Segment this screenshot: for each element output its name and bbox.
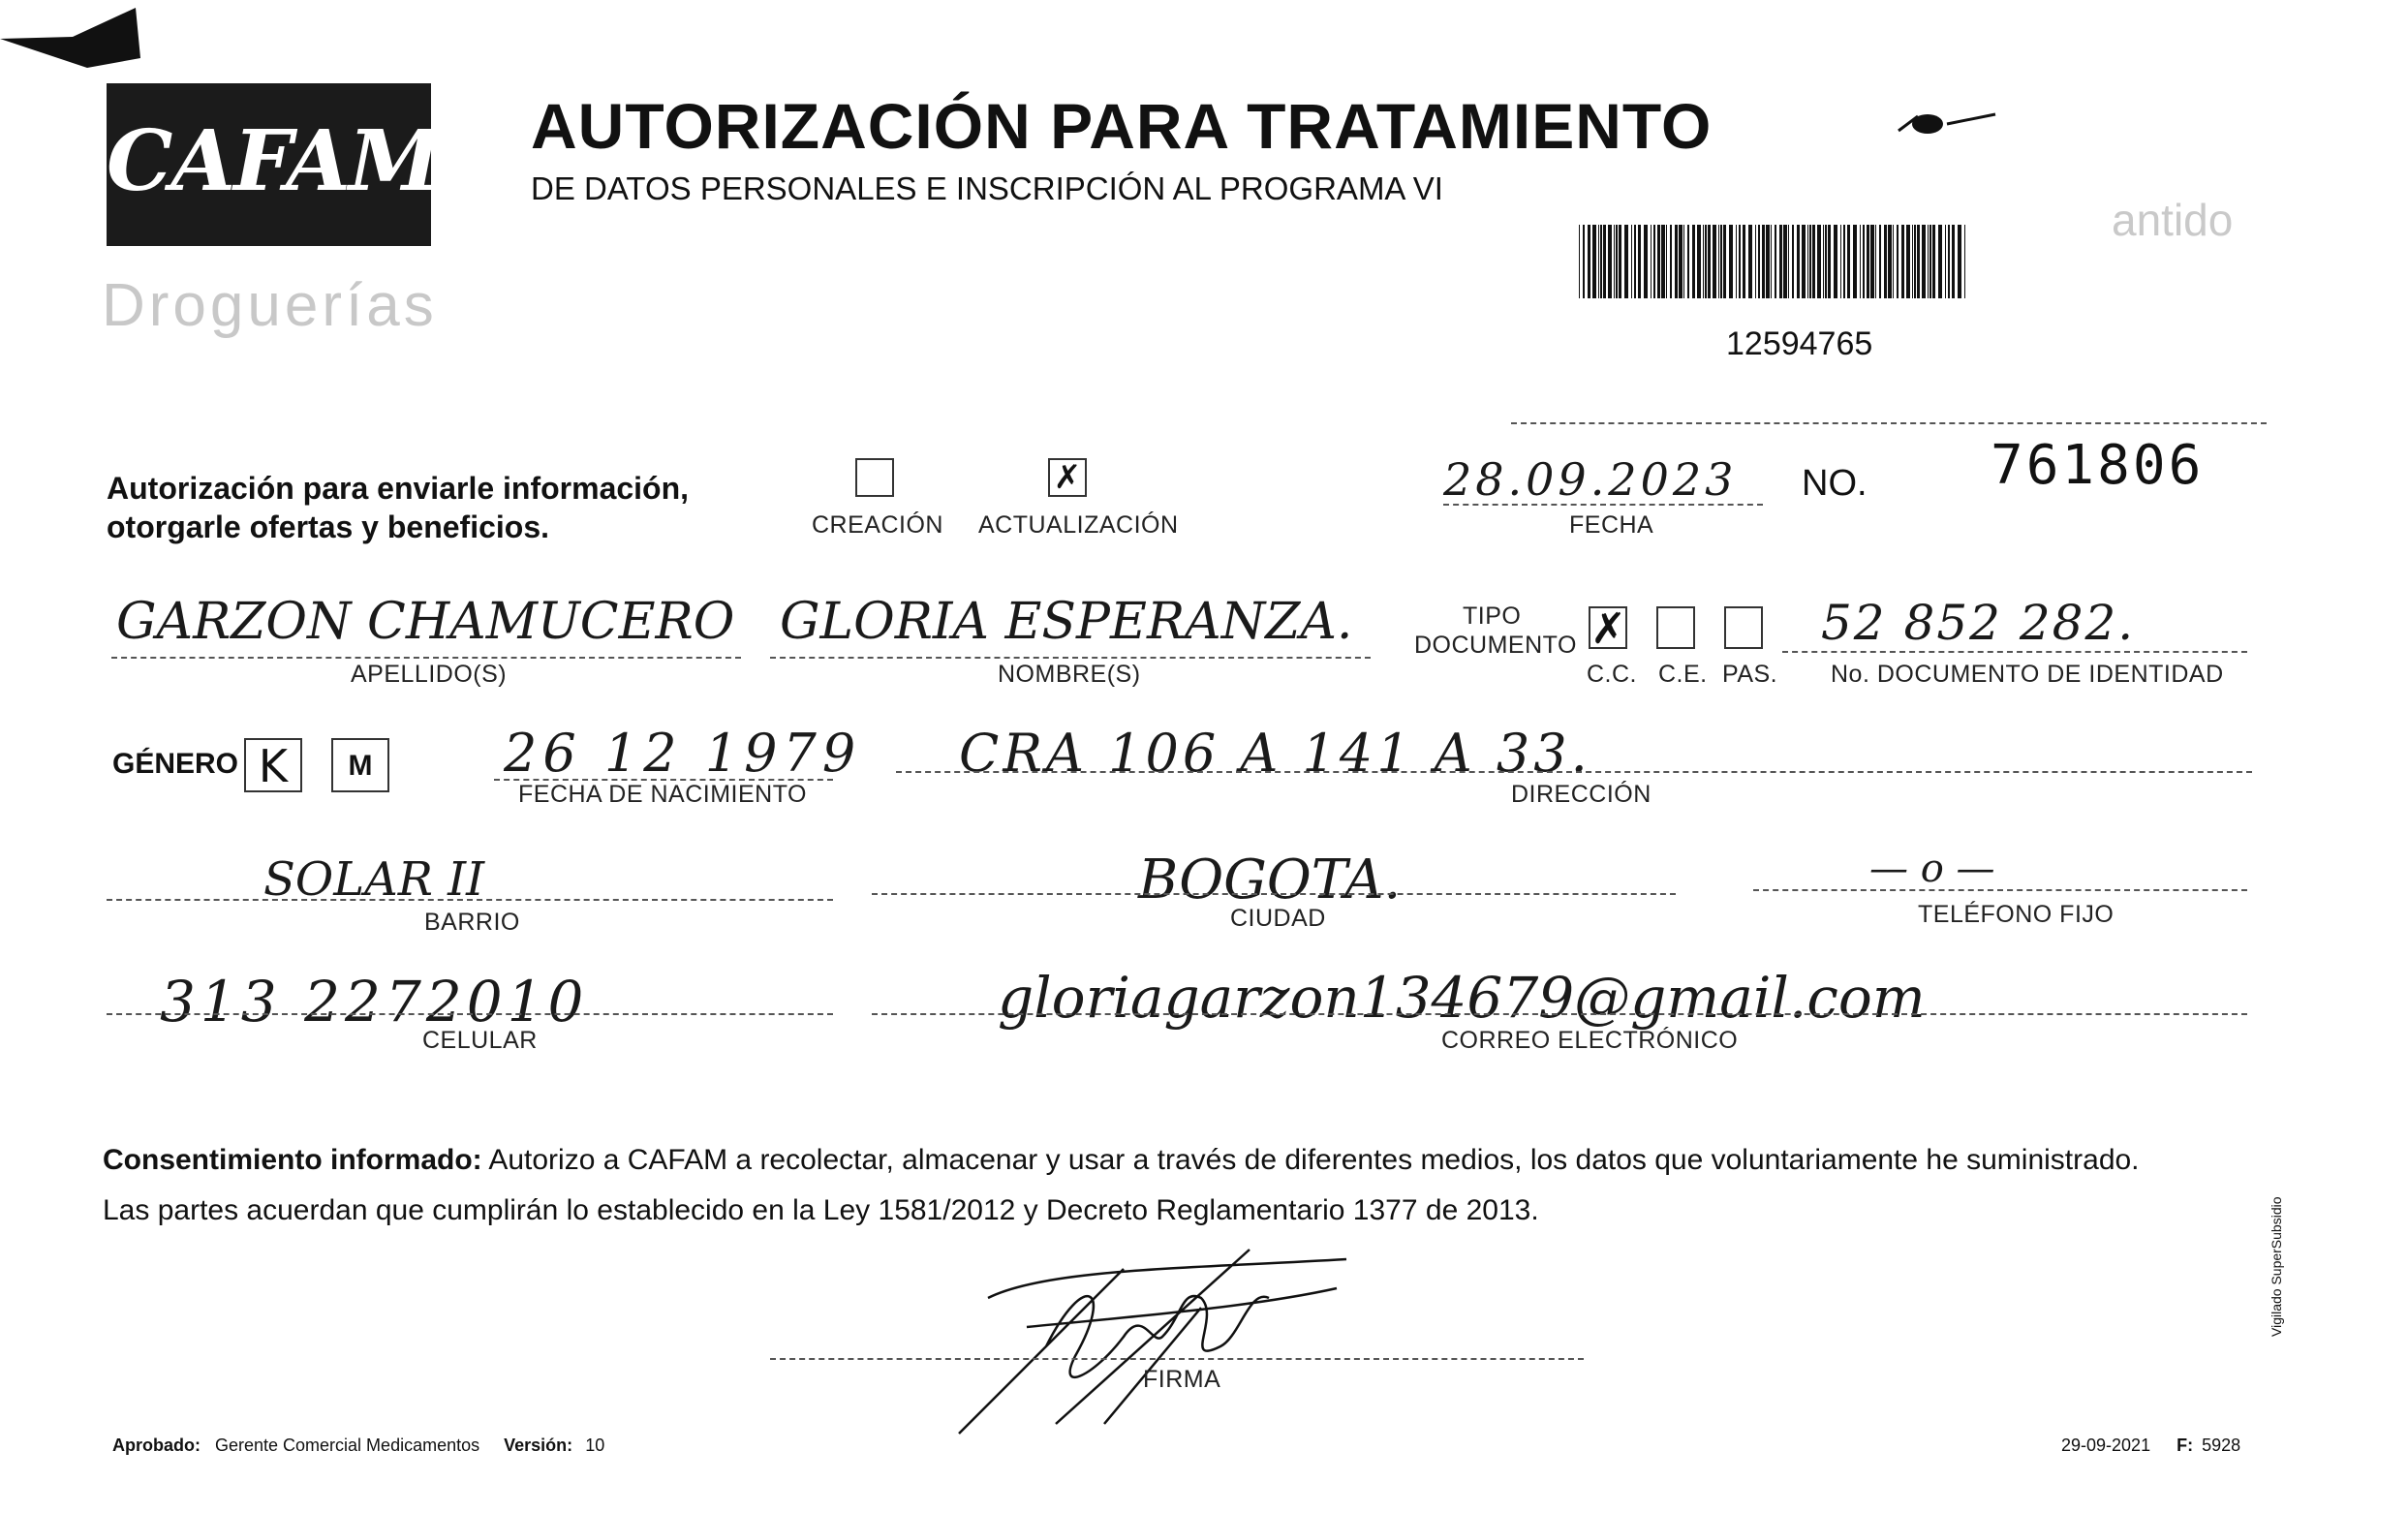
- barcode-bar: [1884, 225, 1887, 298]
- barcode-bar: [1692, 225, 1695, 298]
- intro-text: [107, 469, 689, 546]
- barcode-bar: [1657, 225, 1660, 298]
- barcode-number: 12594765: [1726, 325, 1873, 362]
- actualizacion-label: ACTUALIZACIÓN: [978, 511, 1179, 539]
- intro-line-1: Autorización para enviarle información,: [107, 471, 690, 506]
- cc-checkbox[interactable]: ✗: [1590, 604, 1626, 654]
- barcode-bar: [1598, 225, 1599, 298]
- fecha-label: FECHA: [1569, 511, 1654, 539]
- separator-line: [1511, 422, 2267, 424]
- barcode-bar: [1592, 225, 1596, 298]
- barcode-bar: [1634, 225, 1636, 298]
- barcode-bar: [1948, 225, 1950, 298]
- firma-line: [770, 1358, 1584, 1360]
- nombres-value[interactable]: GLORIA ESPERANZA.: [780, 593, 1353, 651]
- f-value: 5928: [2202, 1436, 2241, 1455]
- barcode-bar: [1583, 225, 1585, 298]
- barcode-bar: [1683, 225, 1684, 298]
- direccion-label: DIRECCIÓN: [1511, 781, 1652, 808]
- barcode-bar: [1867, 225, 1869, 298]
- barcode-bar: [1638, 225, 1641, 298]
- barcode-bar: [1945, 225, 1946, 298]
- barcode-bar: [1670, 225, 1672, 298]
- barcode-bar: [1661, 225, 1665, 298]
- barcode-bar: [1807, 225, 1808, 298]
- nombres-label: NOMBRE(S): [998, 661, 1141, 688]
- tipo-doc-label-1: TIPO: [1463, 602, 1522, 630]
- numero-value: 761806: [1991, 434, 2205, 497]
- barcode-bar: [1809, 225, 1811, 298]
- celular-line: [107, 1013, 833, 1015]
- telefono-fijo-line: [1753, 889, 2247, 891]
- barcode-bar: [1834, 225, 1837, 298]
- creacion-checkbox[interactable]: [855, 458, 894, 497]
- barcode-bar: [1705, 225, 1707, 298]
- correo-label: CORREO ELECTRÓNICO: [1441, 1027, 1739, 1054]
- aprobado-value: Gerente Comercial Medicamentos: [215, 1436, 480, 1455]
- cafam-logo: [107, 83, 440, 246]
- barcode-bar: [1823, 225, 1824, 298]
- numero-label: NO.: [1802, 463, 1868, 504]
- barcode-bar: [1828, 225, 1831, 298]
- side-vertical-text: Vigilado SuperSubsidio: [2269, 1196, 2284, 1337]
- barcode-bar: [1653, 225, 1655, 298]
- actualizacion-checkbox[interactable]: ✗: [1048, 458, 1087, 497]
- direccion-line: [896, 771, 2252, 773]
- footer-right: [2061, 1436, 2240, 1456]
- barcode-bar: [1906, 225, 1910, 298]
- barcode-bar: [1802, 225, 1806, 298]
- barcode-bar: [1608, 225, 1612, 298]
- pas-checkbox[interactable]: [1724, 606, 1763, 649]
- barcode-bar: [1616, 225, 1618, 298]
- signature: [930, 1230, 1375, 1443]
- barcode-bar: [1938, 225, 1942, 298]
- barcode-bar: [1812, 225, 1815, 298]
- creacion-label: CREACIÓN: [812, 511, 943, 539]
- consent-text-2: Las partes acuerdan que cumplirán lo establecido en la Ley 1581/2012 y Decreto Reglamentario 1377 de 2013.: [103, 1194, 1539, 1226]
- barcode-bar: [1736, 225, 1737, 298]
- barcode-bar: [1631, 225, 1632, 298]
- ciudad-value[interactable]: BOGOTA.: [1138, 849, 1402, 911]
- barcode-bar: [1697, 225, 1701, 298]
- nombres-line: [770, 657, 1371, 659]
- ciudad-line: [872, 893, 1676, 895]
- version-label: Versión:: [504, 1436, 573, 1455]
- f-label: F:: [2176, 1436, 2194, 1455]
- barcode-bar: [1914, 225, 1916, 298]
- barcode-bar: [1775, 225, 1776, 298]
- barcode-bar: [1729, 225, 1733, 298]
- barcode-bar: [1739, 225, 1741, 298]
- firma-label: FIRMA: [1143, 1366, 1221, 1393]
- aprobado-label: Aprobado:: [112, 1436, 201, 1455]
- barcode-bar: [1644, 225, 1648, 298]
- consent-heading: Consentimiento informado:: [103, 1144, 482, 1176]
- barcode-bar: [1720, 225, 1722, 298]
- cc-label: C.C.: [1587, 661, 1637, 688]
- barcode-bar: [1875, 225, 1876, 298]
- barrio-value[interactable]: SOLAR II: [263, 852, 485, 907]
- barcode-bar: [1600, 225, 1602, 298]
- barcode-bar: [1788, 225, 1789, 298]
- corner-text: antido: [2112, 195, 2234, 245]
- scan-mark: [1889, 97, 2005, 145]
- ce-label: C.E.: [1658, 661, 1708, 688]
- celular-label: CELULAR: [422, 1027, 538, 1054]
- barrio-line: [107, 899, 833, 901]
- barcode-bar: [1958, 225, 1961, 298]
- pas-label: PAS.: [1722, 661, 1778, 688]
- correo-line: [872, 1013, 2247, 1015]
- fecha-nacimiento-label: FECHA DE NACIMIENTO: [518, 781, 807, 808]
- barcode-bar: [1619, 225, 1621, 298]
- celular-value[interactable]: 313 2272010: [160, 969, 589, 1034]
- barcode-bar: [1758, 225, 1760, 298]
- barcode-bar: [1901, 225, 1904, 298]
- documento-label: No. DOCUMENTO DE IDENTIDAD: [1831, 661, 2224, 688]
- footer-left: [112, 1436, 604, 1456]
- consent-text-1: Autorizo a CAFAM a recolectar, almacenar y usar a través de diferentes medios, los datos que voluntariamente he suministrado.: [481, 1144, 2140, 1176]
- barcode-bar: [1932, 225, 1935, 298]
- intro-line-2: otorgarle ofertas y beneficios.: [107, 509, 550, 544]
- barcode-bar: [1843, 225, 1845, 298]
- barcode-bar: [1847, 225, 1850, 298]
- barcode-bar: [1743, 225, 1745, 298]
- logo-subtext: Droguerías: [102, 272, 438, 339]
- barcode-bar: [1624, 225, 1628, 298]
- barcode-bar: [1929, 225, 1931, 298]
- barcode-bar: [1713, 225, 1716, 298]
- fecha-line: [1443, 504, 1763, 506]
- barcode-bar: [1614, 225, 1615, 298]
- barcode-bar: [1723, 225, 1726, 298]
- documento-value[interactable]: 52 852 282.: [1821, 595, 2136, 651]
- barcode-bar: [1687, 225, 1689, 298]
- genero-m-checkbox[interactable]: [331, 738, 389, 792]
- barcode-bar: [1964, 225, 1965, 298]
- barcode-bar: [1917, 225, 1920, 298]
- version-value: 10: [585, 1436, 605, 1455]
- barcode-bar: [1755, 225, 1756, 298]
- barcode-bar: [1708, 225, 1711, 298]
- barcode-bar: [1718, 225, 1719, 298]
- genero-m-label: M: [348, 750, 373, 782]
- direccion-value[interactable]: CRA 106 A 141 A 33.: [959, 723, 1591, 784]
- genero-f-checkbox[interactable]: K: [244, 738, 302, 792]
- barcode-bar: [1666, 225, 1667, 298]
- correo-value[interactable]: gloriagarzon134679@gmail.com: [998, 965, 1926, 1031]
- barcode-bar: [1675, 225, 1678, 298]
- ce-checkbox[interactable]: [1656, 606, 1695, 649]
- barcode-bar: [1879, 225, 1881, 298]
- barcode-bar: [1783, 225, 1787, 298]
- barcode: [1579, 225, 1976, 302]
- barcode-bar: [1952, 225, 1955, 298]
- barcode-bar: [1922, 225, 1926, 298]
- barrio-label: BARRIO: [424, 909, 520, 936]
- documento-line: [1782, 651, 2247, 653]
- tipo-doc-label-2: DOCUMENTO: [1414, 632, 1577, 659]
- barcode-bar: [1840, 225, 1841, 298]
- barcode-bar: [1893, 225, 1894, 298]
- telefono-fijo-value[interactable]: — o —: [1869, 847, 1995, 891]
- consent-text: [103, 1135, 2272, 1236]
- apellidos-line: [111, 657, 741, 659]
- barcode-bar: [1897, 225, 1899, 298]
- fecha-nacimiento-value[interactable]: 26 12 1979: [504, 723, 862, 784]
- barcode-bar: [1928, 225, 1929, 298]
- barcode-bar: [1779, 225, 1782, 298]
- footer-date: 29-09-2021: [2061, 1436, 2151, 1455]
- barcode-bar: [1588, 225, 1590, 298]
- logo-text: CAFAM: [107, 112, 440, 210]
- barcode-bar: [1860, 225, 1861, 298]
- barcode-bar: [1766, 225, 1770, 298]
- barcode-bar: [1817, 225, 1821, 298]
- barcode-bar: [1651, 225, 1652, 298]
- barcode-bar: [1797, 225, 1800, 298]
- apellidos-label: APELLIDO(S): [351, 661, 508, 688]
- fecha-value[interactable]: 28.09.2023: [1443, 453, 1738, 506]
- barcode-bar: [1762, 225, 1765, 298]
- barcode-bar: [1748, 225, 1752, 298]
- telefono-fijo-label: TELÉFONO FIJO: [1918, 901, 2115, 928]
- form-title: AUTORIZACIÓN PARA TRATAMIENTO: [531, 90, 1713, 162]
- barcode-bar: [1603, 225, 1606, 298]
- barcode-bar: [1771, 225, 1772, 298]
- barcode-bar: [1863, 225, 1865, 298]
- barcode-bar: [1912, 225, 1913, 298]
- barcode-bar: [1579, 225, 1580, 298]
- genero-label: GÉNERO: [112, 748, 239, 780]
- barcode-bar: [1870, 225, 1874, 298]
- barcode-bar: [1888, 225, 1892, 298]
- barcode-bar: [1825, 225, 1827, 298]
- apellidos-value[interactable]: GARZON CHAMUCERO: [116, 593, 735, 651]
- ciudad-label: CIUDAD: [1230, 905, 1326, 932]
- barcode-bar: [1853, 225, 1857, 298]
- barcode-bar: [1703, 225, 1704, 298]
- barcode-bar: [1792, 225, 1794, 298]
- form-subtitle: DE DATOS PERSONALES E INSCRIPCIÓN AL PROGRAMA VI: [531, 170, 1443, 206]
- barcode-bar: [1679, 225, 1683, 298]
